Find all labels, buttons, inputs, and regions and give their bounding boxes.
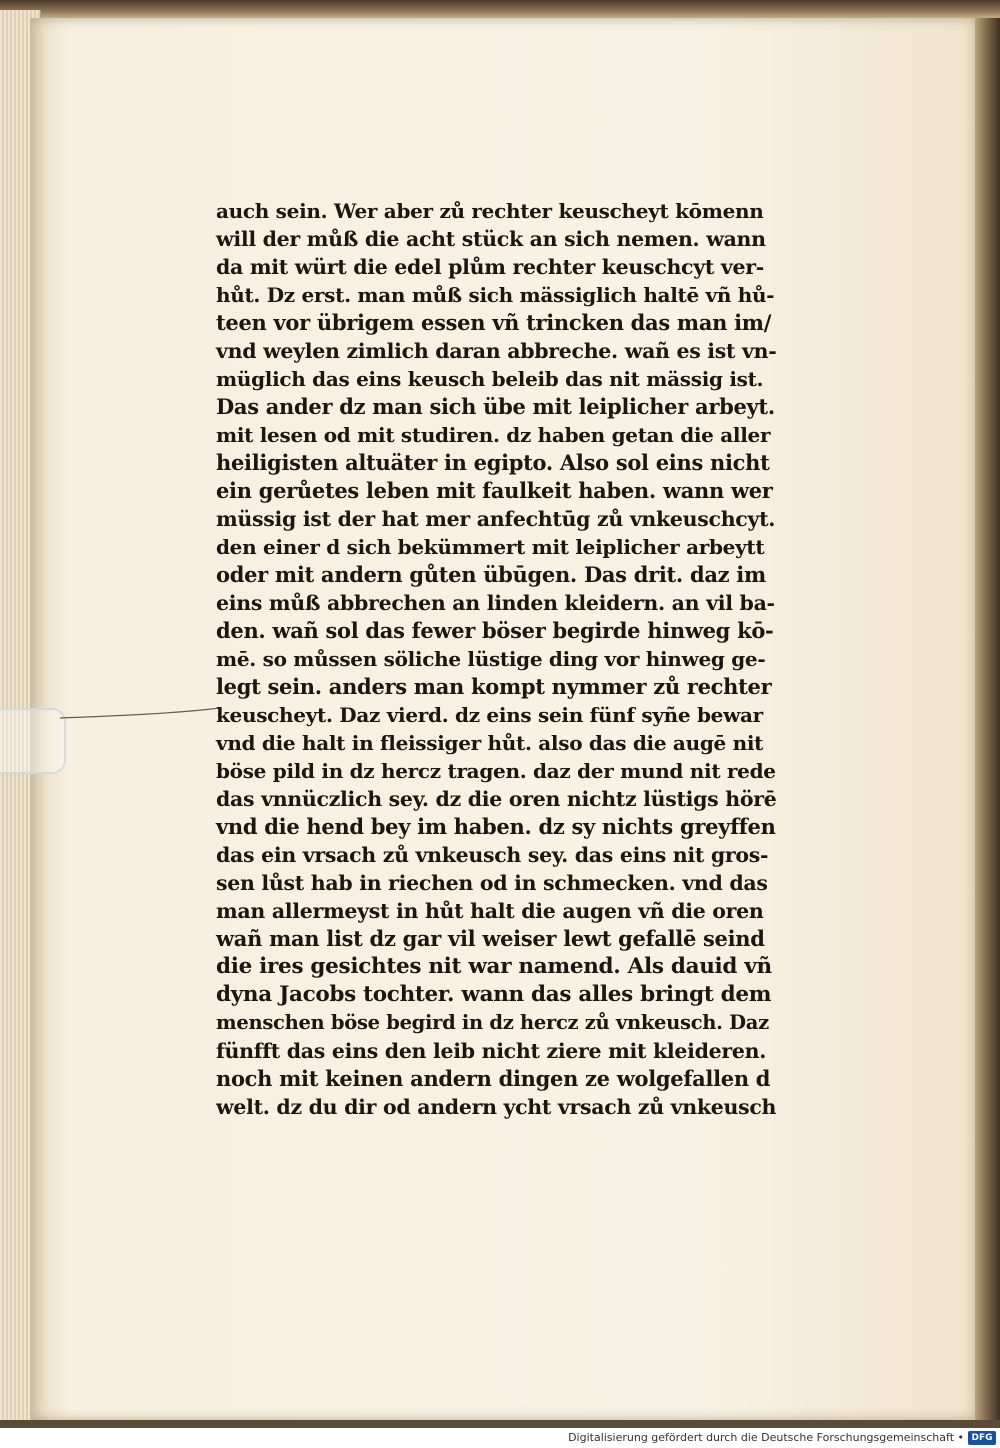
text-line: wañ man list dz gar vil weiser lewt gefallē seind [216,926,765,951]
text-line: den. wañ sol das fewer böser begirde hinweg kō- [216,618,774,643]
text-line: hůt. Dz erst. man můß sich mässiglich haltē vñ hů- [216,283,775,307]
bookmark-string [60,708,220,720]
text-line: sen lůst hab in riechen od in schmecken. vnd das [216,871,768,895]
text-line: noch mit keinen andern dingen ze wolgefallen d [216,1066,771,1091]
text-line: Das ander dz man sich übe mit leiplicher arbeyt. [216,394,775,419]
text-line: welt. dz du dir od andern ycht vrsach zů vnkeusch [216,1095,777,1119]
text-line: mit lesen od mit studiren. dz haben getan die aller [216,423,771,447]
text-line: eins můß abbrechen an linden kleidern. an vil ba- [216,591,775,615]
text-line: da mit würt die edel plům rechter keuschcyt ver- [216,255,764,279]
text-line: die ires gesichtes nit war namend. Als dauid vñ [216,954,772,979]
text-line: vnd die halt in fleissiger hůt. also das die augē nit [216,731,764,755]
text-line: vnd weylen zimlich daran abbreche. wañ es ist vn- [216,339,777,363]
text-line: das vnnüczlich sey. dz die oren nichtz lüstigs hörē [216,787,777,811]
dfg-logo-icon: DFG [968,1431,996,1445]
text-line: den einer d sich bekümmert mit leiplicher arbeytt [216,535,765,559]
text-line: will der můß die acht stück an sich nemen. wann [216,227,766,251]
text-line: vnd die hend bey im haben. dz sy nichts greyffen [216,814,776,839]
book-top-edge [0,0,1000,18]
text-line: heiligisten altuäter in egipto. Also sol eins nicht [216,450,770,475]
text-line: man allermeyst in hůt halt die augen vñ die oren [216,899,764,923]
text-line: legt sein. anders man kompt nymmer zů rechter [216,674,772,699]
text-line: auch sein. Wer aber zů rechter keuscheyt kōmenn [216,199,764,223]
footer-bar [0,1428,1000,1448]
text-line: das ein vrsach zů vnkeusch sey. das eins nit gros- [216,843,769,867]
text-line: dyna Jacobs tochter. wann das alles bringt dem [216,982,772,1007]
text-line: oder mit andern gůten übūgen. Das drit. daz im [216,562,766,587]
text-block [216,196,777,1119]
book-right-edge [975,18,1000,1420]
text-line: fünfft das eins den leib nicht ziere mit kleideren. [216,1039,767,1063]
text-line: müglich das eins keusch beleib das nit mässig ist. [216,367,764,391]
text-line: keuscheyt. Daz vierd. dz eins sein fünf syñe bewar [216,703,763,727]
text-line: menschen böse begird in dz hercz zů vnkeusch. Daz [216,1011,769,1034]
text-line: teen vor übrigem essen vñ trincken das man im/ [216,310,772,335]
text-line: ein gerůetes leben mit faulkeit haben. wann wer [216,478,773,503]
funding-credit: Digitalisierung gefördert durch die Deutsche Forschungsgemeinschaft • [568,1431,964,1444]
text-line: böse pild in dz hercz tragen. daz der mund nit rede [216,759,776,783]
text-line: mē. so můssen söliche lüstige ding vor hinweg ge- [216,647,766,671]
text-line: müssig ist der hat mer anfechtūg zů vnkeuschcyt. [216,507,776,531]
bookmark-tab [0,708,66,774]
